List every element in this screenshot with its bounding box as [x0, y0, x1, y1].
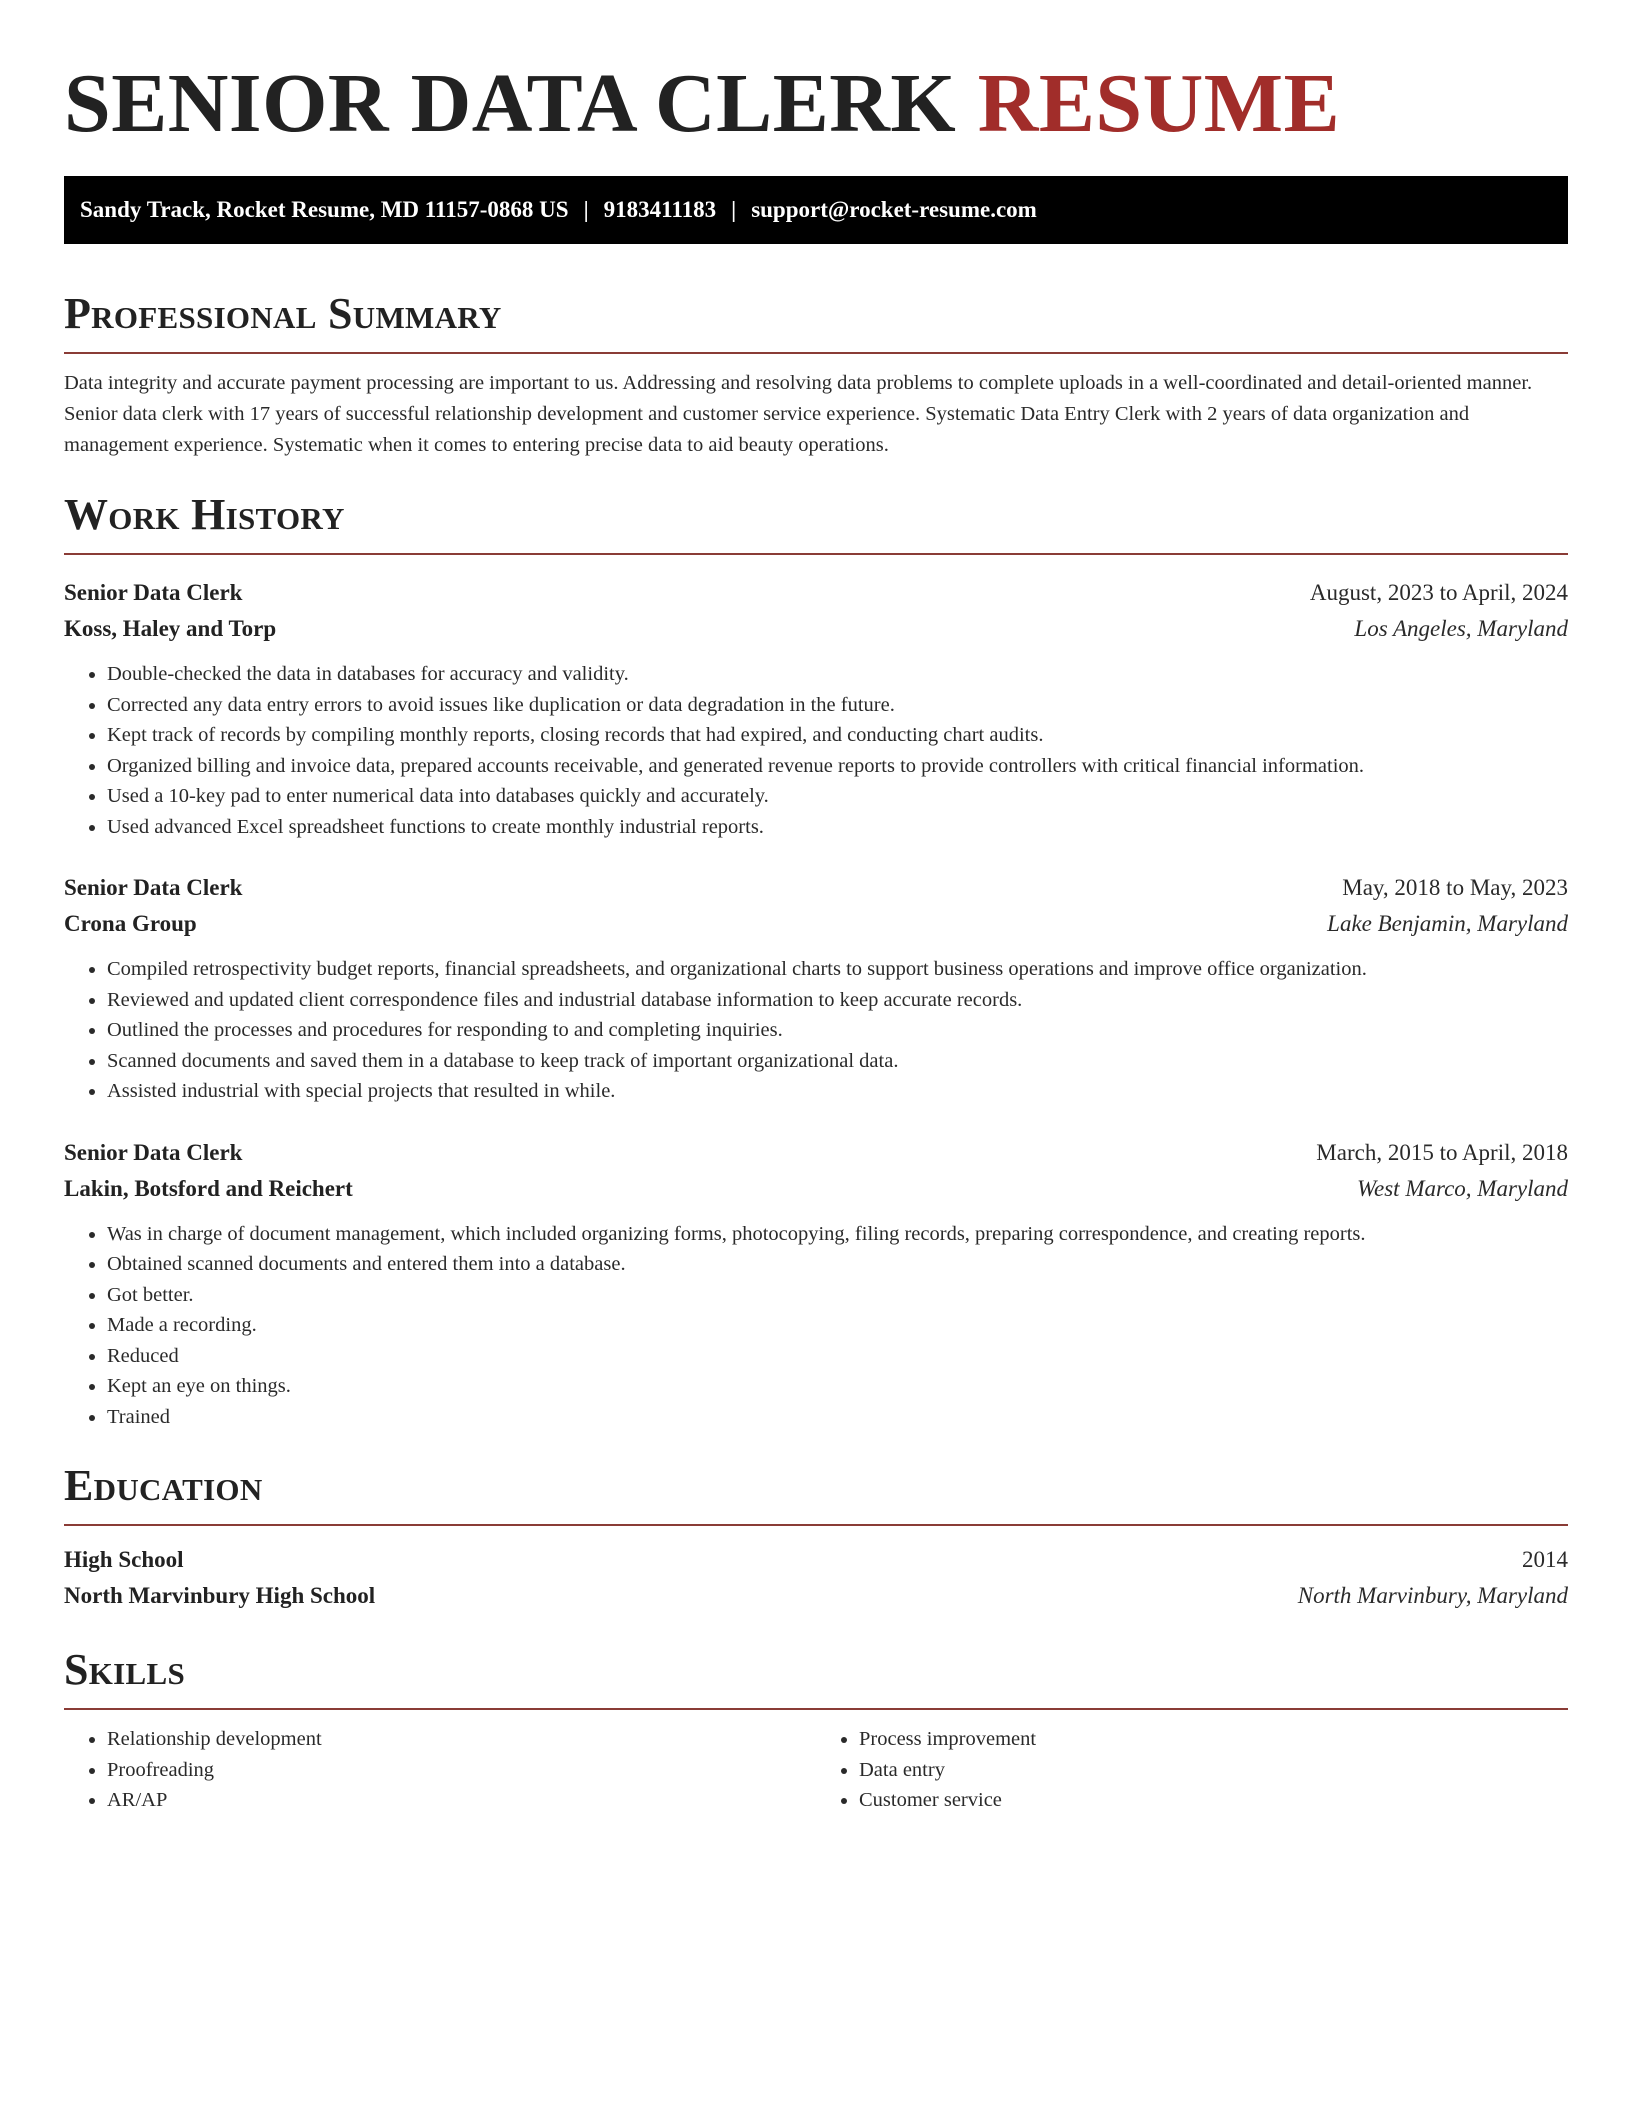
list-item: • Double-checked the data in databases for accuracy and validity. — [107, 659, 1568, 690]
section-divider — [64, 352, 1568, 354]
title-accent: RESUME — [977, 57, 1341, 150]
job-title: Senior Data Clerk — [64, 875, 243, 900]
list-item: • Kept an eye on things. — [107, 1371, 1568, 1402]
education-school: North Marvinbury High School — [64, 1583, 376, 1608]
section-divider — [64, 1708, 1568, 1710]
list-item: • Scanned documents and saved them in a database to keep track of important organizational data. — [107, 1046, 1568, 1077]
skill-item: • Relationship development — [107, 1724, 816, 1755]
list-item: • Used advanced Excel spreadsheet functions to create monthly industrial reports. — [107, 812, 1568, 843]
education-location: North Marvinbury, Maryland — [1297, 1583, 1568, 1608]
job-dates: May, 2018 to May, 2023 — [1342, 875, 1568, 900]
list-item: • Kept track of records by compiling monthly reports, closing records that had expired, and conducting chart audits. — [107, 720, 1568, 751]
list-item: • Made a recording. — [107, 1310, 1568, 1341]
title-main: SENIOR DATA CLERK — [64, 57, 957, 150]
education-year: 2014 — [1522, 1547, 1568, 1572]
job-entry — [64, 1135, 1568, 1433]
contact-bar — [64, 176, 1568, 244]
education-entry — [64, 1542, 1568, 1614]
job-location: Los Angeles, Maryland — [1354, 616, 1568, 641]
job-title: Senior Data Clerk — [64, 580, 243, 605]
job-company: Crona Group — [64, 911, 197, 936]
resume-title — [64, 0, 1568, 154]
job-header-row — [64, 575, 1568, 611]
skills-heading: Skills — [64, 1645, 186, 1694]
list-item: • Compiled retrospectivity budget reports, financial spreadsheets, and organizational charts to support business operations and improve office organization. — [107, 954, 1568, 985]
skills-grid — [64, 1724, 1568, 1816]
list-item: • Was in charge of document management, which included organizing forms, photocopying, filing records, preparing correspondence, and creating reports. — [107, 1219, 1568, 1250]
list-item: • Used a 10-key pad to enter numerical data into databases quickly and accurately. — [107, 781, 1568, 812]
list-item: • Trained — [107, 1402, 1568, 1433]
contact-email: support@rocket-resume.com — [751, 197, 1037, 222]
list-item: • Corrected any data entry errors to avoid issues like duplication or data degradation in the future. — [107, 690, 1568, 721]
list-item: • Organized billing and invoice data, prepared accounts receivable, and generated revenue reports to provide controllers with critical financial information. — [107, 751, 1568, 782]
list-item: • Assisted industrial with special projects that resulted in while. — [107, 1076, 1568, 1107]
job-entry — [64, 870, 1568, 1107]
education-degree: High School — [64, 1547, 184, 1572]
job-title: Senior Data Clerk — [64, 1139, 243, 1165]
list-item: • Reduced — [107, 1341, 1568, 1372]
contact-address: Sandy Track, Rocket Resume, MD 11157-0868 US — [80, 197, 569, 222]
job-company-row — [64, 611, 1568, 647]
job-location: Lake Benjamin, Maryland — [1327, 911, 1568, 936]
skill-item: • AR/AP — [107, 1785, 816, 1816]
summary-text: Data integrity and accurate payment processing are important to us. Addressing and resolving data problems to complete uploads in a well-coordinated and detail-oriented manner. Senior data clerk with 17 years of successful relationship development and customer service experience. Systematic Data Entry Clerk with 2 years of data organization and management experience. Systematic when it comes to entering precise data to aid beauty operations. — [64, 372, 1533, 456]
job-bullets — [64, 1219, 1568, 1433]
list-item: • Got better. — [107, 1280, 1568, 1311]
job-dates: August, 2023 to April, 2024 — [1309, 580, 1568, 605]
education-degree-row — [64, 1542, 1568, 1578]
skill-item: • Customer service — [859, 1785, 1568, 1816]
list-item: • Reviewed and updated client correspondence files and industrial database information to keep accurate records. — [107, 985, 1568, 1016]
summary-heading: Professional Summary — [64, 289, 502, 338]
education-heading: Education — [64, 1461, 263, 1510]
list-item: • Obtained scanned documents and entered them into a database. — [107, 1249, 1568, 1280]
section-divider — [64, 553, 1568, 555]
list-item: • Outlined the processes and procedures for responding to and completing inquiries. — [107, 1015, 1568, 1046]
skills-column-1 — [64, 1724, 816, 1816]
section-divider — [64, 1524, 1568, 1526]
skill-item: • Data entry — [859, 1755, 1568, 1786]
job-dates: March, 2015 to April, 2018 — [1316, 1139, 1568, 1165]
job-header-row — [64, 1135, 1568, 1171]
job-company: Koss, Haley and Torp — [64, 616, 277, 641]
contact-phone: 9183411183 — [603, 197, 717, 222]
contact-separator: | — [583, 197, 589, 222]
job-header-row — [64, 870, 1568, 906]
job-bullets — [64, 954, 1568, 1107]
skills-column-2 — [816, 1724, 1568, 1816]
job-company-row — [64, 1171, 1568, 1207]
skill-item: • Proofreading — [107, 1755, 816, 1786]
job-entry — [64, 575, 1568, 842]
job-location: West Marco, Maryland — [1356, 1175, 1568, 1201]
skill-item: • Process improvement — [859, 1724, 1568, 1755]
education-school-row — [64, 1578, 1568, 1614]
job-company-row — [64, 906, 1568, 942]
job-bullets — [64, 659, 1568, 842]
job-company: Lakin, Botsford and Reichert — [64, 1175, 353, 1201]
work-history-heading: Work History — [64, 490, 345, 539]
contact-separator: | — [731, 197, 737, 222]
